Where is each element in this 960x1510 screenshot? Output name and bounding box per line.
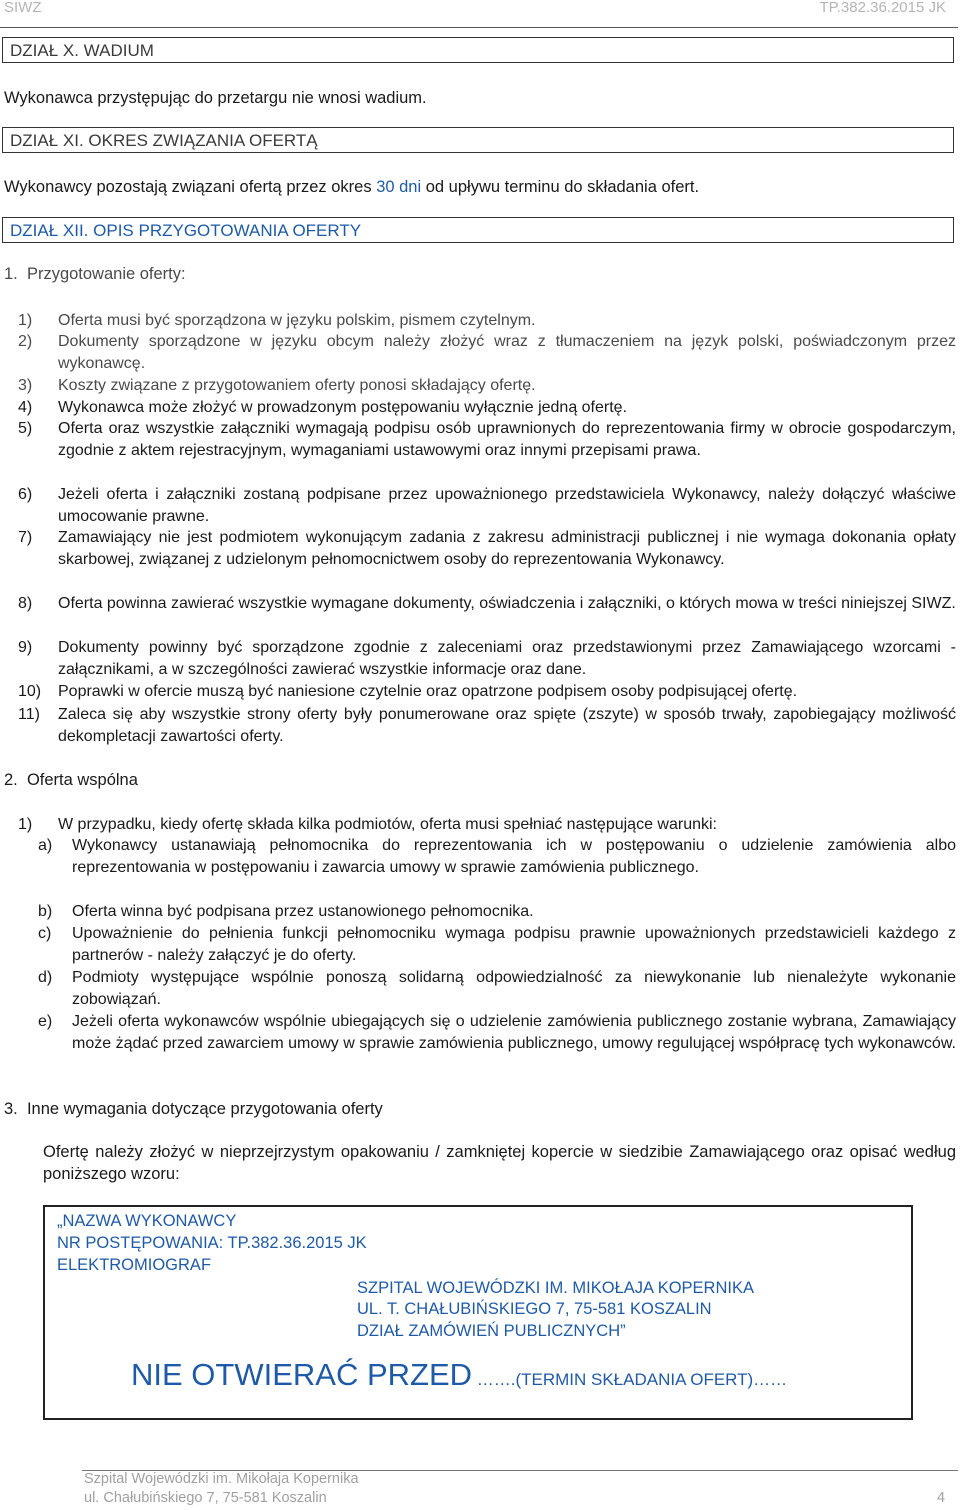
list-item xyxy=(18,397,956,419)
item-number: 9) xyxy=(18,639,33,656)
sub-text: Upoważnienie do pełnienia funkcji pełnomocniku wymaga podpisu prawnie upoważnionych przedstawicieli każdego z partnerów - należy załączyć je do oferty. xyxy=(72,925,956,964)
footer-institution: Szpital Wojewódzki im. Mikołaja Kopernika xyxy=(84,1471,359,1487)
item-number: 5) xyxy=(18,420,33,437)
sub-item xyxy=(38,835,956,878)
list-item xyxy=(18,814,956,836)
list-item xyxy=(18,704,956,747)
do-not-open-text: NIE OTWIERAĆ PRZED xyxy=(131,1357,473,1392)
okres-text xyxy=(4,176,699,198)
sub-number: c) xyxy=(38,925,52,942)
page-header xyxy=(0,0,960,28)
list-item xyxy=(18,593,956,615)
point-title: Przygotowanie oferty: xyxy=(26,265,186,283)
item-number: 6) xyxy=(18,486,33,503)
page-number: 4 xyxy=(937,1490,946,1506)
sub-number: d) xyxy=(38,969,53,986)
list-item xyxy=(18,681,956,703)
list-item xyxy=(18,418,956,461)
list-item xyxy=(18,331,956,374)
header-doc-label: SIWZ xyxy=(4,0,42,16)
section-title: DZIAŁ XI. OKRES ZWIĄZANIA OFERTĄ xyxy=(10,131,318,150)
footer-address: ul. Chałubińskiego 7, 75-581 Koszalin xyxy=(84,1490,327,1506)
item-number: 7) xyxy=(18,529,33,546)
list-item xyxy=(18,527,956,570)
header-reference: TP.382.36.2015 JK xyxy=(819,0,946,16)
item-text: W przypadku, kiedy ofertę składa kilka podmiotów, oferta musi spełniać następujące warunki: xyxy=(58,816,717,833)
item-number: 1) xyxy=(18,816,33,833)
item-number: 2) xyxy=(18,333,33,350)
item-text: Dokumenty sporządzone w języku obcym należy złożyć wraz z tłumaczeniem na język polski, poświadczonym przez wykonawcę. xyxy=(58,333,956,372)
list-item xyxy=(18,484,956,527)
sub-number: a) xyxy=(38,837,53,854)
point-1-heading xyxy=(4,263,186,285)
sub-text: Oferta winna być podpisana przez ustanowionego pełnomocnika. xyxy=(72,903,534,920)
item-number: 8) xyxy=(18,595,33,612)
section-heading-opis xyxy=(2,217,954,243)
point-title: Oferta wspólna xyxy=(26,771,138,789)
point-title: Inne wymagania dotyczące przygotowania oferty xyxy=(26,1100,383,1118)
item-text: Dokumenty powinny być sporządzone zgodnie z zaleceniami oraz przedstawionymi przez Zamawiającego wzorcami - załącznikami, a w szczególności zawierać wszystkie informacje oraz dane. xyxy=(58,639,956,678)
item-number: 1) xyxy=(18,312,33,329)
point-2-heading xyxy=(4,769,138,791)
deadline-placeholder: …….(TERMIN SKŁADANIA OFERT)…… xyxy=(472,1370,788,1389)
item-text: Koszty związane z przygotowaniem oferty ponosi składający ofertę. xyxy=(58,377,536,394)
list-item xyxy=(18,375,956,397)
envelope-procedure-number: NR POSTĘPOWANIA: TP.382.36.2015 JK xyxy=(57,1234,367,1252)
envelope-contractor: „NAZWA WYKONAWCY xyxy=(57,1212,237,1230)
section-title: DZIAŁ X. WADIUM xyxy=(10,41,154,60)
envelope-do-not-open xyxy=(131,1357,787,1393)
sub-text: Jeżeli oferta wykonawców wspólnie ubiegających się o udzielenie zamówienia publicznego zostanie wybrana, Zamawiający może żądać przed zawarciem umowy w sprawie zamówienia publicznego, umowy regulującej współpracę tych wykonawców. xyxy=(72,1013,956,1052)
okres-text-after: od upływu terminu do składania ofert. xyxy=(421,178,700,196)
item-text: Poprawki w ofercie muszą być naniesione czytelnie oraz opatrzone podpisem osoby podpisującej ofertę. xyxy=(58,683,798,700)
point-number: 2. xyxy=(4,771,18,789)
header-rule xyxy=(0,27,958,28)
sub-item xyxy=(38,1011,956,1054)
point-number: 3. xyxy=(4,1100,18,1118)
item-text: Zaleca się aby wszystkie strony oferty były ponumerowane oraz spięte (zszyte) w sposób trwały, zapobiegający możliwość dekompletacji zawartości oferty. xyxy=(58,706,956,745)
envelope-address-3: DZIAŁ ZAMÓWIEŃ PUBLICZNYCH” xyxy=(357,1322,626,1340)
item-text: Wykonawca może złożyć w prowadzonym postępowaniu wyłącznie jedną ofertę. xyxy=(58,399,628,416)
envelope-template-box xyxy=(43,1205,913,1420)
envelope-address-2: UL. T. CHAŁUBIŃSKIEGO 7, 75-581 KOSZALIN xyxy=(357,1300,712,1318)
item-number: 4) xyxy=(18,399,33,416)
sub-number: e) xyxy=(38,1013,53,1030)
item-text: Oferta musi być sporządzona w języku polskim, pismem czytelnym. xyxy=(58,312,536,329)
okres-days: 30 dni xyxy=(376,178,422,196)
point-number: 1. xyxy=(4,265,18,283)
section-heading-okres xyxy=(2,127,954,153)
okres-text-before: Wykonawcy pozostają związani ofertą przez okres xyxy=(4,178,377,196)
sub-item xyxy=(38,901,956,923)
list-item xyxy=(18,637,956,680)
section-title: DZIAŁ XII. OPIS PRZYGOTOWANIA OFERTY xyxy=(10,221,362,240)
envelope-address-1: SZPITAL WOJEWÓDZKI IM. MIKOŁAJA KOPERNIKA xyxy=(357,1279,754,1297)
item-text: Zamawiający nie jest podmiotem wykonującym zadania z zakresu administracji publicznej i nie wymaga dokonania opłaty skarbowej, związanej z udzielonym pełnomocnictwem osoby do reprezentowania Wykonawcy. xyxy=(58,529,956,568)
sub-item xyxy=(38,967,956,1010)
sub-text: Wykonawcy ustanawiają pełnomocnika do reprezentowania ich w postępowaniu o udzielenie zamówienia albo reprezentowania w postępowaniu i zawarcia umowy w sprawie zamówienia publicznego. xyxy=(72,837,956,876)
item-text: Jeżeli oferta i załączniki zostaną podpisane przez upoważnionego przedstawiciela Wykonawcy, należy dołączyć właściwe umocowanie prawne. xyxy=(58,486,956,525)
sub-text: Podmioty występujące wspólnie ponoszą solidarną odpowiedzialność za niewykonanie lub nienależyte wykonanie zobowiązań. xyxy=(72,969,956,1008)
sub-item xyxy=(38,923,956,966)
item-text: Oferta powinna zawierać wszystkie wymagane dokumenty, oświadczenia i załączniki, o których mowa w treści niniejszej SIWZ. xyxy=(58,595,956,612)
wadium-text: Wykonawca przystępując do przetargu nie wnosi wadium. xyxy=(4,89,427,107)
list-item xyxy=(18,310,956,332)
item-number: 3) xyxy=(18,377,33,394)
point-3-heading xyxy=(4,1098,383,1120)
envelope-subject: ELEKTROMIOGRAF xyxy=(57,1256,212,1274)
item-text: Oferta oraz wszystkie załączniki wymagają podpisu osób uprawnionych do reprezentowania firmy w obrocie gospodarczym, zgodnie z aktem rejestracyjnym, wymaganiami ustawowymi oraz innymi przepisami prawa. xyxy=(58,420,956,459)
item-number: 10) xyxy=(18,683,42,700)
item-number: 11) xyxy=(18,706,40,723)
sub-number: b) xyxy=(38,903,53,920)
section-heading-wadium xyxy=(2,37,954,63)
point-3-text: Ofertę należy złożyć w nieprzejrzystym opakowaniu / zamkniętej kopercie w siedzibie Zamawiającego oraz opisać według poniższego wzoru: xyxy=(43,1143,956,1183)
